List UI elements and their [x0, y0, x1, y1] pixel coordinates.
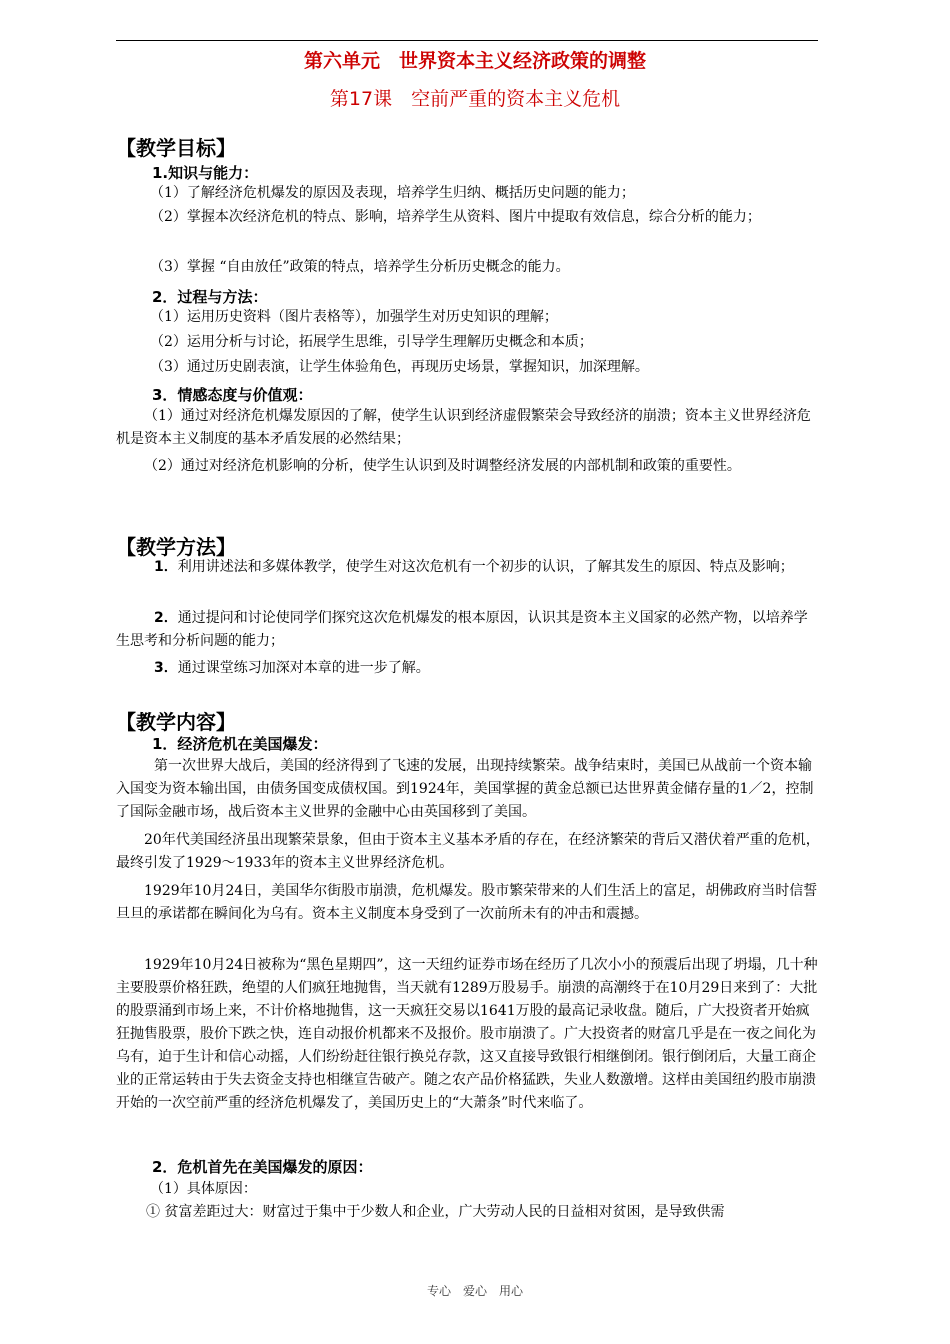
content-paragraph: 1929年10月24日，美国华尔街股市崩溃，危机爆发。股市繁荣带来的人们生活上的富足，胡佛政府当时信誓旦旦的承诺都在瞬间化为乌有。资本主义制度本身受到了一次前所未有的冲击和震撼。 — [116, 883, 818, 922]
content-paragraph: 20年代美国经济虽出现繁荣景象，但由于资本主义基本矛盾的存在，在经济繁荣的背后又潜伏着严重的危机，最终引发了1929～1933年的资本主义世界经济危机。 — [116, 832, 820, 871]
knowledge-item: （3）掌握 “自由放任”政策的特点，培养学生分析历史概念的能力。 — [150, 259, 570, 275]
content-paragraph: 1929年10月24日被称为“黑色星期四”，这一天纽约证券市场在经历了几次小小的预震后出现了坍塌，几十种主要股票价格狂跌，绝望的人们疯狂地抛售，当天就有1289万股易手。崩溃的高潮终于在10月29日来到了：大批的股票涌到市场上来，不计价格地抛售，这一天疯狂交易以1641万股的最高记录收盘。随后，广大投资者开始疯狂抛售股票，股价下跌之快，连自动报价机都来不及报价。股市崩溃了。广大投资者的财富几乎是在一夜之间化为乌有，迫于生计和信心动摇，人们纷纷赶往银行换兑存款，这又直接导致银行相继倒闭。银行倒闭后，大量工商企业的正常运转由于失去资金支持也相继宣告破产。随之农产品价格猛跌，失业人数激增。这样由美国纽约股市崩溃开始的一次空前严重的经济危机爆发了，美国历史上的“大萧条”时代来临了。 — [116, 957, 818, 1111]
methods-heading: 【教学方法】 — [116, 535, 236, 559]
process-heading: 2．过程与方法： — [152, 288, 268, 306]
objectives-heading: 【教学目标】 — [116, 136, 236, 160]
process-item: （1）运用历史资料（图片表格等），加强学生对历史知识的理解； — [150, 309, 558, 325]
section2-heading: 2．危机首先在美国爆发的原因： — [152, 1158, 373, 1176]
method-item: 2．通过提问和讨论使同学们探究这次危机爆发的根本原因，认识其是资本主义国家的必然产物，以培养学生思考和分析问题的能力； — [116, 610, 808, 649]
content-heading: 【教学内容】 — [116, 710, 236, 734]
section2-sub: （1）具体原因： — [150, 1181, 257, 1197]
method-item: 3．通过课堂练习加深对本章的进一步了解。 — [154, 660, 430, 676]
section1-heading: 1．经济危机在美国爆发： — [152, 735, 328, 753]
process-item: （3）通过历史剧表演，让学生体验角色，再现历史场景，掌握知识，加深理解。 — [150, 359, 649, 375]
content-paragraph: 第一次世界大战后，美国的经济得到了飞速的发展，出现持续繁荣。战争结束时，美国已从战前一个资本输入国变为资本输出国，由债务国变成债权国。到1924年，美国掌握的黄金总额已达世界黄金储存量的1／2，控制了国际金融市场，战后资本主义世界的金融中心由英国移到了美国。 — [116, 758, 814, 820]
knowledge-heading: 1.知识与能力： — [152, 164, 259, 182]
knowledge-item: （2）掌握本次经济危机的特点、影响，培养学生从资料、图片中提取有效信息，综合分析的能力； — [150, 209, 761, 225]
attitude-item: （1）通过对经济危机爆发原因的了解，使学生认识到经济虚假繁荣会导致经济的崩溃；资本主义世界经济危机是资本主义制度的基本矛盾发展的必然结果； — [116, 408, 811, 447]
method-item: 1．利用讲述法和多媒体教学，使学生对这次危机有一个初步的认识，了解其发生的原因、特点及影响； — [154, 559, 794, 575]
unit-title: 第六单元 世界资本主义经济政策的调整 — [303, 50, 646, 72]
footer: 专心 爱心 用心 — [426, 1284, 523, 1298]
top-rule — [116, 40, 818, 41]
section2-item: ① 贫富差距过大：财富过于集中于少数人和企业，广大劳动人民的日益相对贫困，是导致供需 — [146, 1204, 725, 1220]
lesson-title: 第17课 空前严重的资本主义危机 — [329, 88, 621, 110]
attitude-item: （2）通过对经济危机影响的分析，使学生认识到及时调整经济发展的内部机制和政策的重要性。 — [144, 458, 741, 474]
attitude-heading: 3．情感态度与价值观： — [152, 386, 313, 404]
process-item: （2）运用分析与讨论，拓展学生思维，引导学生理解历史概念和本质； — [150, 334, 593, 350]
knowledge-item: （1）了解经济危机爆发的原因及表现，培养学生归纳、概括历史问题的能力； — [150, 185, 635, 201]
